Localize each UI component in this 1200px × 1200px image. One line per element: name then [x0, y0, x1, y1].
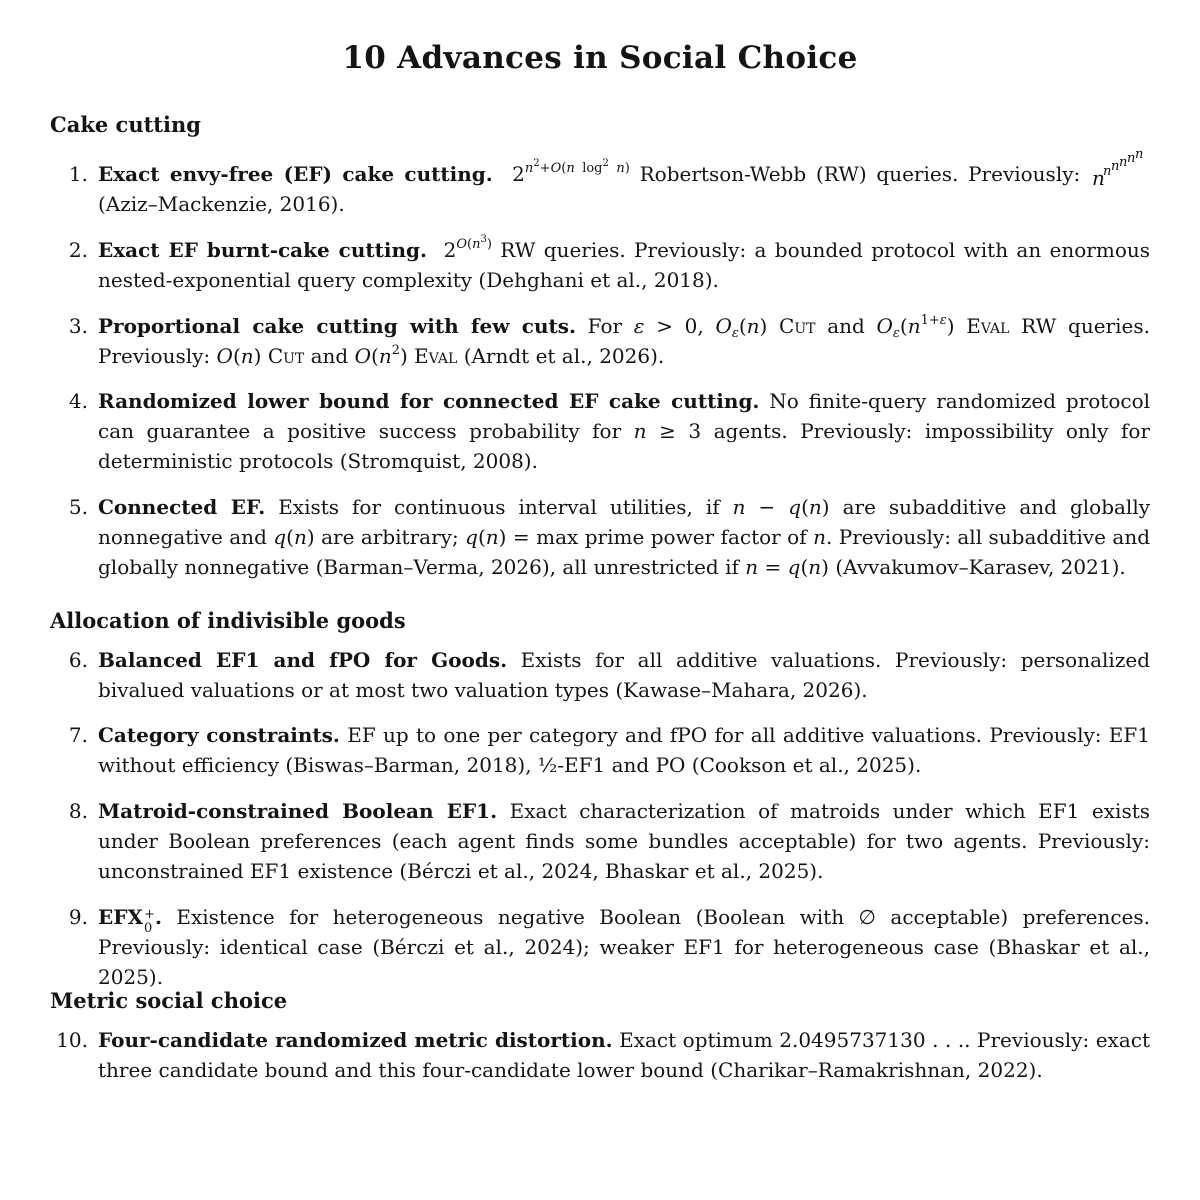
section-heading-cake-cutting: Cake cutting	[50, 112, 201, 137]
item-citation: (Avvakumov–Karasev, 2021).	[835, 555, 1126, 579]
item-number: 1.	[68, 162, 88, 186]
item-body	[98, 386, 1150, 476]
item-text: EF up to one per category and fPO for all additive valuations. Previously: EF1 without efficiency (Biswas–Barman, 2018), ½-EF1 and PO (Cookson et al., 2025).	[98, 723, 1151, 777]
item-number: 8.	[68, 799, 88, 823]
item-body	[98, 720, 1150, 780]
math-tower-expression: n n n n n n	[1092, 147, 1144, 190]
item-text: No finite-query randomized protocol can guarantee a positive success probability for	[98, 389, 1151, 443]
item-text: Exists for all additive valuations. Previously: personalized bivalued valuations or at most two valuation types (Kawase–Mahara, 2026).	[98, 648, 1150, 702]
item-heading: Matroid-constrained Boolean EF1.	[98, 799, 498, 823]
cut-query-label: Cut	[267, 344, 305, 368]
math-expression: n.	[813, 525, 833, 549]
item-body	[98, 1025, 1150, 1085]
math-expression: O(n)	[216, 344, 262, 368]
item-body: Proportional cake cutting with few cuts. For ε > 0, $O_\varepsilon(n)$ Cut and $O_\varepsilon(n^{1+\varepsilon})$ Eval RW queries. Previously: O(n) Cut and $O(n^2)$ Eval (Arndt et al., 2026).	[98, 313, 1150, 368]
item-number: 3.	[68, 314, 88, 338]
item-citation: (Aziz–Mackenzie, 2016).	[98, 192, 345, 216]
item-number: 6.	[68, 648, 88, 672]
item-heading: Randomized lower bound for connected EF cake cutting.	[98, 389, 760, 413]
item-text: agents. Previously: impossibility only for deterministic protocols (Stromquist, 2008).	[98, 419, 1151, 473]
section-heading-metric-social-choice: Metric social choice	[50, 988, 288, 1013]
item-body: EFX + 0 . Existence for heterogeneous negative Boolean (Boolean with ∅ acceptable) preferences. Previously: identical case (Bérczi et al., 2024); weaker EF1 for heterogeneous case (Bhaskar et al., 2025).	[98, 905, 1151, 989]
item-text: Previously:	[98, 344, 211, 368]
item-body	[98, 645, 1150, 705]
item-text: Existence for heterogeneous negative Boolean (Boolean with ∅ acceptable) preferences. Previously: identical case (Bérczi et al., 2024); weaker EF1 for heterogeneous case (Bhaskar et al., 2025).	[98, 905, 1151, 989]
item-text: Exact optimum 2.0495737130 . . .. Previously: exact three candidate bound and this four-candidate lower bound (Charikar–Ramakrishnan, 2022).	[98, 1028, 1150, 1082]
math-expression: $2^{O(n^3)}$	[435, 234, 492, 262]
item-heading: Connected EF.	[98, 495, 266, 519]
item-text: Exact characterization of matroids under which EF1 exists under Boolean preferences (each agent finds some bundles acceptable) for two agents. Previously: unconstrained EF1 existence (Bérczi et al., 2024, Bhaskar et al., 2025).	[98, 799, 1151, 883]
item-body	[98, 147, 1150, 219]
section-heading-indivisible-goods: Allocation of indivisible goods	[50, 608, 406, 633]
item-citation: (Arndt et al., 2026).	[463, 344, 665, 368]
item-text: max prime power factor of	[536, 525, 807, 549]
item-heading: EFX	[98, 905, 143, 929]
math-expression: n ≥ 3	[633, 419, 702, 443]
item-heading: Balanced EF1 and fPO for Goods.	[98, 648, 508, 672]
math-expression: $O(n^2)$	[354, 343, 408, 368]
item-heading: Exact EF burnt-cake cutting.	[98, 238, 427, 262]
item-text: are arbitrary;	[321, 525, 459, 549]
math-expression: ε > 0, $O_\varepsilon(n)$	[633, 314, 768, 341]
math-expression: n − q(n)	[732, 495, 830, 519]
math-expression: $2^{n^2+O(n log^2 n)}$	[502, 158, 630, 186]
item-body	[98, 235, 1150, 295]
page-title: 10 Advances in Social Choice	[342, 40, 858, 76]
math-expression: $O_\varepsilon(n^{1+\varepsilon})$	[876, 313, 955, 341]
item-body	[98, 492, 1150, 582]
item-heading: Category constraints.	[98, 723, 340, 747]
item-number: 10.	[56, 1028, 88, 1052]
item-body	[98, 796, 1150, 886]
item-text: For	[587, 314, 623, 338]
math-expression: q(n) =	[465, 525, 530, 549]
eval-query-label: Eval	[966, 314, 1010, 338]
item-text: Previously: all subadditive and globally nonnegative (Barman–Verma, 2026), all unrestricted if	[98, 525, 1151, 579]
item-text: RW queries.	[1021, 314, 1150, 338]
item-text: Exists for continuous interval utilities, if	[278, 495, 720, 519]
item-number: 5.	[68, 495, 88, 519]
item-text: RW queries. Previously: a bounded protocol with an enormous nested-exponential query complexity (Dehghani et al., 2018).	[98, 238, 1151, 292]
item-text: are subadditive and globally nonnegative and	[98, 495, 1151, 549]
item-text: Robertson-Webb (RW) queries. Previously:	[639, 162, 1081, 186]
item-heading: Four-candidate randomized metric distortion.	[98, 1028, 613, 1052]
item-number: 7.	[68, 723, 88, 747]
eval-query-label: Eval	[414, 344, 458, 368]
item-number: 9.	[68, 905, 88, 929]
math-expression: q(n)	[273, 525, 315, 549]
item-number: 4.	[68, 389, 88, 413]
math-subsup: + 0	[143, 907, 155, 936]
item-heading: Exact envy-free (EF) cake cutting.	[98, 162, 493, 186]
item-heading: Proportional cake cutting with few cuts.	[98, 314, 576, 338]
item-number: 2.	[68, 238, 88, 262]
math-expression: n = q(n)	[745, 555, 829, 579]
cut-query-label: Cut	[779, 314, 816, 338]
